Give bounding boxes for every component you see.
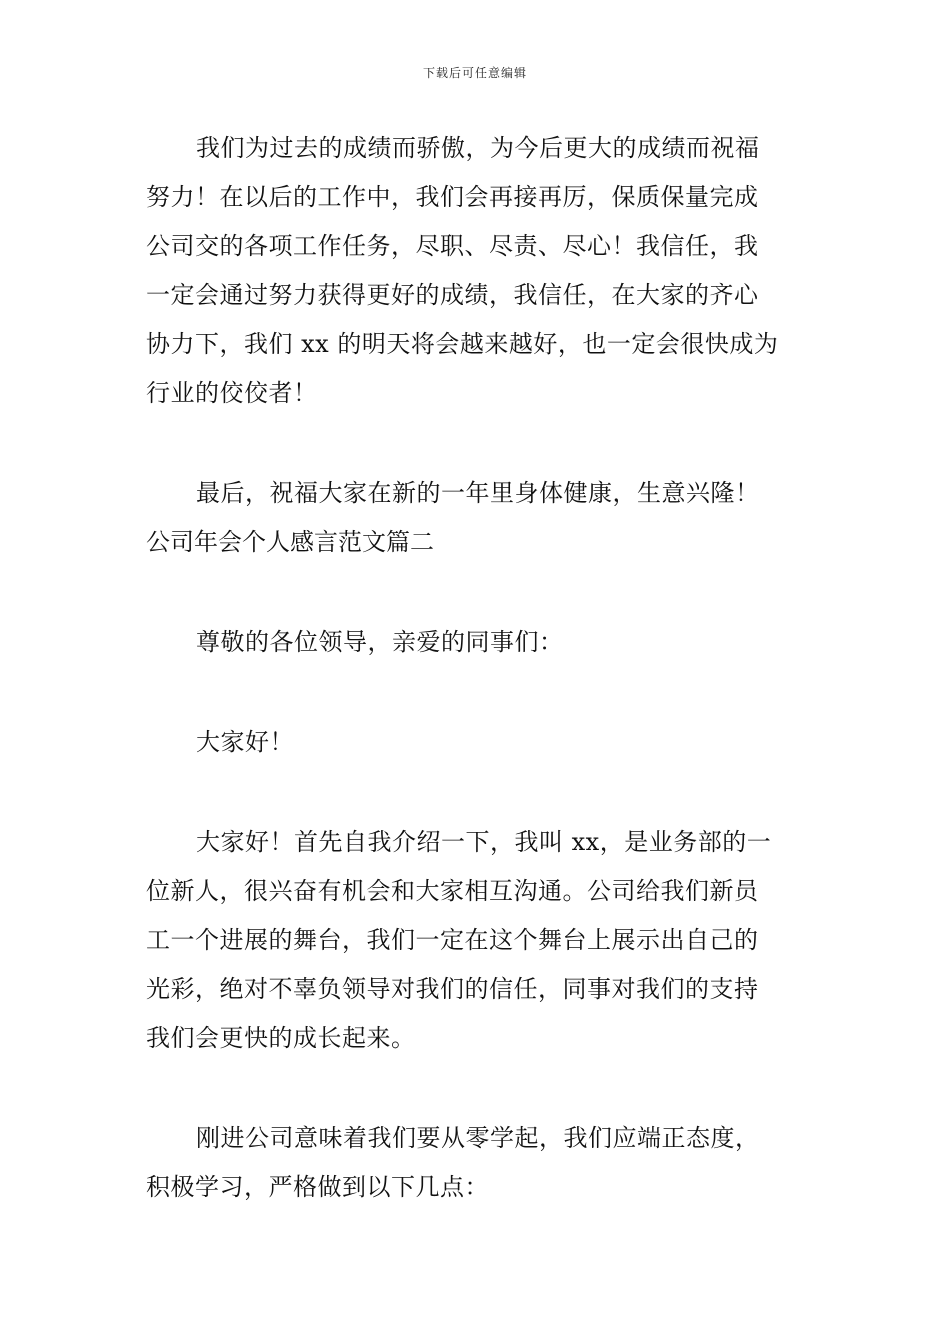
paragraph-line: 位新人，很兴奋有机会和大家相互沟通。公司给我们新员 [146,877,759,905]
page-header: 下载后可任意编辑 [422,66,527,80]
paragraph-line: 最后，祝福大家在新的一年里身体健康，生意兴隆！ [196,479,760,507]
paragraph-line: 公司交的各项工作任务，尽职、尽责、尽心！我信任，我 [146,232,759,260]
paragraph-hello [146,718,810,767]
paragraph-line: 协力下，我们 xx 的明天将会越来越好，也一定会很快成为 [146,330,779,358]
paragraph-greeting [146,618,810,667]
paragraph-line: 尊敬的各位领导，亲爱的同事们： [196,628,564,656]
paragraph-line: 努力！在以后的工作中，我们会再接再厉，保质保量完成 [146,183,759,211]
section-heading: 公司年会个人感言范文篇二 [146,528,434,556]
paragraph-line: 行业的佼佼者！ [146,379,318,407]
document-body [146,124,810,1212]
paragraph-line: 我们为过去的成绩而骄傲，为今后更大的成绩而祝福 [196,134,760,162]
paragraph-line: 工一个进展的舞台，我们一定在这个舞台上展示出自己的 [146,926,759,954]
paragraph-1 [146,124,810,418]
paragraph-learning [146,1114,810,1212]
paragraph-line: 大家好！首先自我介绍一下，我叫 xx，是业务部的一 [196,828,772,856]
paragraph-line: 光彩，绝对不辜负领导对我们的信任，同事对我们的支持 [146,975,759,1003]
paragraph-line: 积极学习，严格做到以下几点： [146,1173,489,1201]
paragraph-line: 刚进公司意味着我们要从零学起，我们应端正态度， [196,1124,760,1152]
paragraph-2 [146,469,810,518]
paragraph-introduction [146,818,810,1063]
paragraph-line: 大家好！ [196,728,294,756]
paragraph-line: 一定会通过努力获得更好的成绩，我信任，在大家的齐心 [146,281,759,309]
paragraph-line: 我们会更快的成长起来。 [146,1024,416,1052]
